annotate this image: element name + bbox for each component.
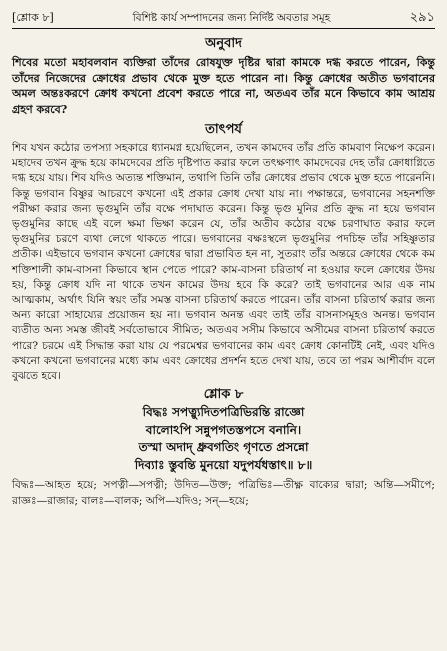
translation-text: শিবের মতো মহাবলবান ব্যক্তিরা তাঁদের রোষযুক্ত দৃষ্টির দ্বারা কামকে দগ্ধ করতে পারেন, কিন্তু তাঁদের নিজেদের ক্রোধের প্রভাব থেকে মুক্ত হতে পারেন না। কিন্তু ক্রোধের অতীত ভগবানের অমল অন্তঃকরণে ক্রোধ কখনো প্রবেশ করতে পারে না, অতএব তাঁর মনে কিভাবে কাম আশ্রয় গ্রহণ করবে?	[12, 56, 435, 116]
translation-heading: অনুবাদ	[205, 36, 242, 51]
purport-paragraph: শিব যখন কঠোর তপস্যা সহকারে ধ্যানমগ্ন হয়েছিলেন, তখন কামদেব তাঁর প্রতি কামবাণ নিক্ষেপ করেন। মহাদেব তখন ক্রুদ্ধ হয়ে কামদেবের প্রতি দৃষ্টিপাত করার ফলে তৎক্ষণাৎ কামদেবের দেহ তাঁর ক্রোধাগ্নিতে দগ্ধ হয়ে যায়। শিব যদিও অত্যন্ত শক্তিমান, তথাপি তিনি তাঁর ক্রোধের প্রভাব থেকে মুক্ত হতে পারেননি। কিন্তু ভগবান বিষ্ণুর আচরণে কখনো এই প্রকার ক্রোধ দেখা যায় না। পক্ষান্তরে, ভগবানের সহনশক্তি পরীক্ষা করার জন্য ভৃগুমুনি তাঁর বক্ষে পদাঘাত করেন। কিন্তু ভৃগু মুনির প্রতি ক্রুদ্ধ না হয়ে ভগবান ভৃগুমুনির কাছে এই বলে ক্ষমা ভিক্ষা করেন যে, তাঁর অতীব কঠোর বক্ষে চরণাঘাত করার ফলে ভৃগুমুনির চরণে ব্যথা লেগে থাকতে পারে। ভগবানের বক্ষঃস্থলে ভৃগুমুনির পদচিহ্ন তাঁর সহিষ্ণুতার প্রতীক। এইভাবে ভগবান কখনো ক্রোধের দ্বারা প্রভাবিত হন না, সুতরাং তাঁর অন্তরে ক্রোধের থেকে কম শক্তিশালী কাম-বাসনা কিভাবে স্থান পেতে পারে? কাম-বাসনা চরিতার্থ না হওয়ার ফলে ক্রোধের উদয় হয়, কিন্তু ক্রোধ যদি না থাকে তখন কামের উদয় হবে কি করে? তাই ভগবানের আর এক নাম আত্মকাম, অর্থাৎ যিনি স্বয়ং তাঁর সমস্ত বাসনা চরিতার্থ করতে পারেন। তাঁর বাসনা চরিতার্থ করার জন্য অন্য কারো সাহায্যের প্রয়োজন হয় না। ভগবান অনন্ত এবং তাই তাঁর বাসনাসমূহও অনন্ত। ভগবান ব্যতীত অন্য সমস্ত জীবই সর্বতোভাবে সীমিত; অতএব সসীম কিভাবে অসীমের বাসনা চরিতার্থ করতে পারে? চরমে এই সিদ্ধান্ত করা যায় যে পরমেশ্বর ভগবানের কাম এবং ক্রোধ কোনটিই নেই, এবং যদিও কখনো কখনো ভগবানের মধ্যে কাম এবং ক্রোধের প্রদর্শন হতে দেখা যায়, তবে তা পরম আশীর্বাদ বলে বুঝতে হবে।	[12, 142, 435, 383]
page-header	[12, 8, 435, 28]
sanskrit-verse	[12, 404, 435, 474]
purport-section	[12, 141, 435, 384]
running-title: বিশিষ্ট কার্য সম্পাদনের জন্য নির্দিষ্ট অবতার সমূহ	[132, 12, 331, 24]
word-synonyms: বিদ্ধঃ—আহত হয়ে; সপত্নী—সপত্নী; উদিত—উক্ত; পত্রিভিঃ—তীক্ষ্ণ বাক্যের দ্বারা; অন্তি—সমীপে; রাজ্ঞঃ—রাজার; বালঃ—বালক; অপি—যদিও; সন্—হয়ে;	[12, 479, 435, 507]
verse-line: দিব্যাঃ স্তুবন্তি মুনয়ো যদুপর্যধস্তাৎ॥ ৮॥	[134, 457, 313, 472]
verse-line: বালোঽপি সন্নুপগতস্তপসে বনানি।	[145, 422, 302, 437]
verse-label: শ্লোক ৮	[203, 387, 244, 403]
verse-line: বিদ্ধঃ সপত্ন্যুদিতপত্রিভিরন্তি রাজ্ঞো	[142, 405, 305, 420]
book-page	[12, 8, 435, 644]
verse-line: তস্মা অদাদ্‌ ধ্রুবগতিং গৃণতে প্রসন্নো	[138, 440, 309, 455]
purport-heading: তাৎপর্য	[205, 122, 242, 137]
verse-reference: [শ্লোক ৮]	[12, 11, 54, 24]
page-number: ২৯১	[409, 10, 435, 25]
header-rule	[12, 28, 435, 29]
